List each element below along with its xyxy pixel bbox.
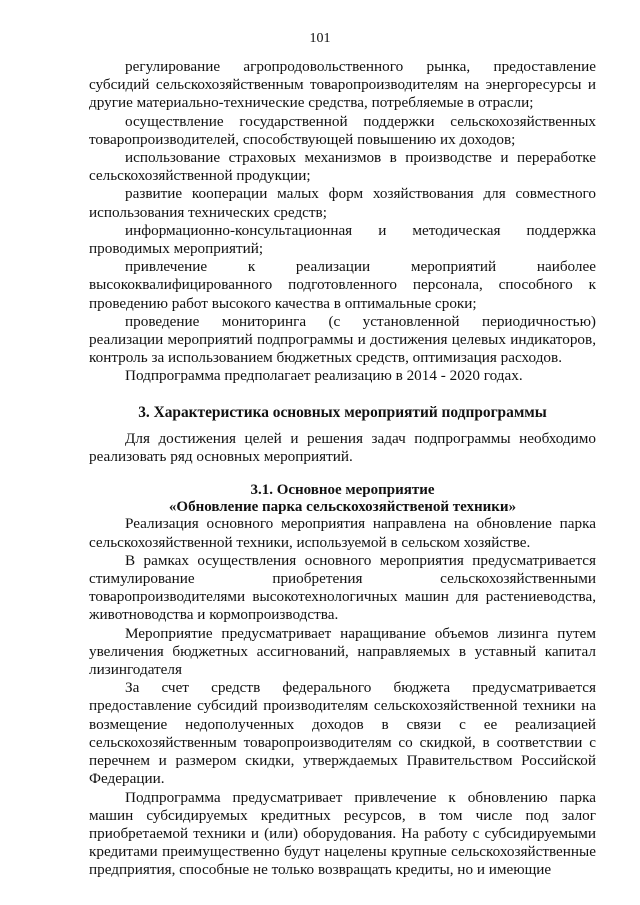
- list-item: информационно-консультационная и методическая поддержка проводимых мероприятий;: [89, 221, 596, 258]
- list-item: осуществление государственной поддержки сельскохозяйственных товаропроизводителей, способствующей повышению их доходов;: [89, 112, 596, 148]
- body-paragraph: В рамках осуществления основного мероприятия предусматривается стимулирование приобретения сельскохозяйственными товаропроизводителями высокотехнологичных машин для растениеводства, животноводства и кормопроизводства.: [89, 551, 596, 624]
- list-item: развитие кооперации малых форм хозяйствования для совместного использования технических средств;: [89, 185, 596, 221]
- period-paragraph: Подпрограмма предполагает реализацию в 2014 - 2020 годах.: [125, 367, 523, 385]
- body-paragraph: Подпрограмма предусматривает привлечение к обновлению парка машин субсидируемых кредитных ресурсов, в том числе под залог приобретаемой техники и (или) оборудования. На работу с субсидируемыми кредитами преимущественно будут нацелены крупные сельскохозяйственные предприятия, способные не только возвращать кредиты, но и имеющие: [89, 788, 596, 879]
- section-3-1-heading-line2: «Обновление парка сельскохозяйственой техники»: [168, 498, 517, 515]
- section-3-intro: Для достижения целей и решения задач подпрограммы необходимо реализовать ряд основных мероприятий.: [89, 429, 596, 466]
- list-item: регулирование агропродовольственного рынка, предоставление субсидий сельскохозяйственным товаропроизводителям на энергоресурсы и другие материально-технические средства, потребляемые в отрасли;: [89, 58, 596, 112]
- page-number: 101: [309, 31, 331, 46]
- list-item: использование страховых механизмов в производстве и переработке сельскохозяйственной продукции;: [89, 149, 596, 185]
- section-3-heading: 3. Характеристика основных мероприятий подпрограммы: [138, 403, 547, 421]
- body-paragraph: Мероприятие предусматривает наращивание объемов лизинга путем увеличения бюджетных ассигнований, направляемых в уставный капитал лизингодателя: [89, 624, 596, 679]
- page-content: [89, 58, 596, 880]
- body-paragraph: За счет средств федерального бюджета предусматривается предоставление субсидий производителям сельскохозяйственной техники на возмещение недополученных доходов в связи с ее реализацией сельскохозяйственным товаропроизводителям со скидкой, в соответствии с перечнем и размером скидки, утверждаемых Правительством Российской Федерации.: [89, 679, 596, 788]
- body-paragraph: Реализация основного мероприятия направлена на обновление парка сельскохозяйственной техники, используемой в сельском хозяйстве.: [89, 515, 596, 551]
- list-item: проведение мониторинга (с установленной периодичностью) реализации мероприятий подпрограммы и достижения целевых индикаторов, контроль за использованием бюджетных средств, оптимизация расходов.: [89, 312, 596, 367]
- section-3-1-heading-line1: 3.1. Основное мероприятие: [250, 482, 435, 499]
- list-item: привлечение к реализации мероприятий наиболее высококвалифицированного подготовленного персонала, способного к проведению работ высокого качества в оптимальные сроки;: [89, 258, 596, 312]
